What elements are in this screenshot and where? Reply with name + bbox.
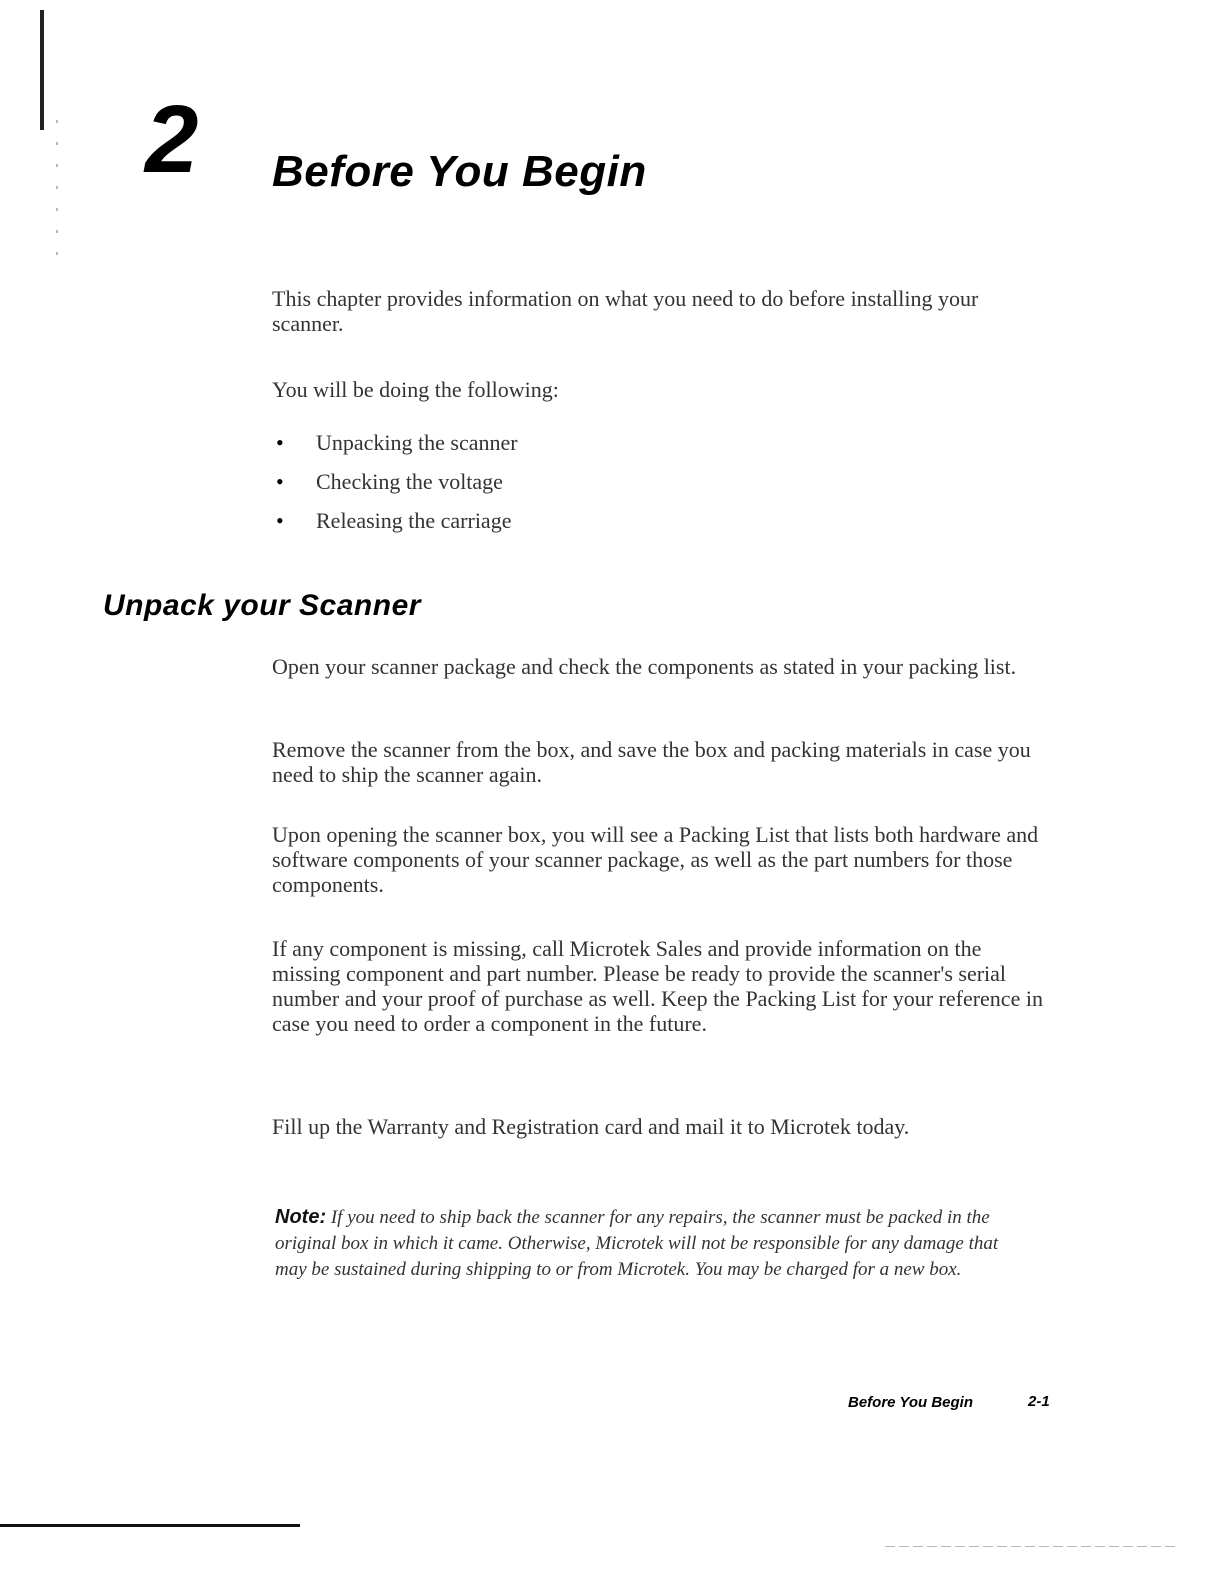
footer-chapter-title: Before You Begin: [848, 1394, 974, 1411]
list-item: [272, 430, 518, 469]
section-paragraph: Remove the scanner from the box, and save the box and packing materials in case you need to ship the scanner again.: [272, 737, 1031, 787]
list-item-text: Releasing the carriage: [316, 508, 512, 533]
task-list: [272, 430, 518, 547]
footer-page-number: 2-1: [1028, 1393, 1050, 1410]
list-item: [272, 469, 518, 508]
section-heading: Unpack your Scanner: [103, 589, 421, 622]
note-label: Note:: [275, 1206, 327, 1228]
note-block: [275, 1204, 1005, 1283]
section-paragraph: Fill up the Warranty and Registration card and mail it to Microtek today.: [272, 1114, 910, 1139]
bullet-icon: •: [276, 430, 284, 455]
scan-bottom-mark: [0, 1524, 300, 1527]
scan-edge-dots: [56, 120, 58, 270]
scan-bottom-dashes: [885, 1546, 1175, 1547]
intro-lead-in: You will be doing the following:: [272, 377, 559, 402]
list-item-text: Checking the voltage: [316, 469, 503, 494]
chapter-number: 2: [145, 86, 199, 193]
list-item: [272, 508, 518, 547]
bullet-icon: •: [276, 508, 284, 533]
intro-paragraph: This chapter provides information on what you need to do before installing your scanner.: [272, 286, 979, 336]
section-paragraph: Open your scanner package and check the components as stated in your packing list.: [272, 654, 1017, 679]
list-item-text: Unpacking the scanner: [316, 430, 518, 455]
bullet-icon: •: [276, 469, 284, 494]
note-text: If you need to ship back the scanner for any repairs, the scanner must be packed in the original box in which it came. Otherwise, Microtek will not be responsible for any damage that may be sustained during shipping to or from Microtek. You may be charged for a new box.: [275, 1207, 999, 1280]
chapter-title: Before You Begin: [272, 147, 647, 196]
scan-edge-mark: [40, 10, 44, 130]
section-paragraph: Upon opening the scanner box, you will see a Packing List that lists both hardware and software components of your scanner package, as well as the part numbers for those components.: [272, 822, 1039, 897]
section-paragraph: If any component is missing, call Microtek Sales and provide information on the missing component and part number. Please be ready to provide the scanner's serial number and your proof of purchase as well. Keep the Packing List for your reference in case you need to order a component in the future.: [272, 936, 1043, 1036]
